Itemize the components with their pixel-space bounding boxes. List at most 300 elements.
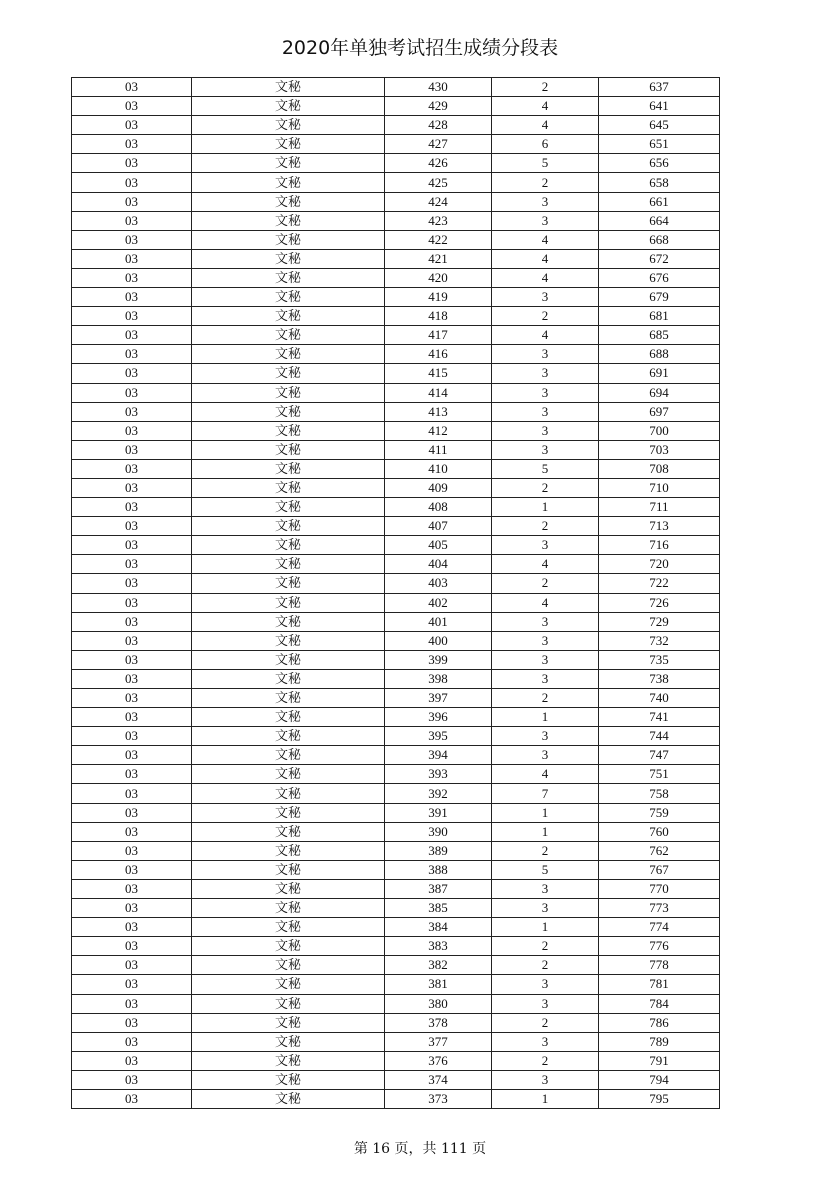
- count-cell: 2: [492, 78, 599, 97]
- cumulative-count-cell: 758: [599, 784, 720, 803]
- major-name-cell: 文秘: [192, 173, 385, 192]
- score-cell: 422: [385, 230, 492, 249]
- table-row: [72, 822, 720, 841]
- count-cell: 3: [492, 1032, 599, 1051]
- table-row: [72, 307, 720, 326]
- major-name-cell: 文秘: [192, 459, 385, 478]
- major-code-cell: 03: [72, 727, 192, 746]
- major-code-cell: 03: [72, 307, 192, 326]
- major-code-cell: 03: [72, 249, 192, 268]
- count-cell: 4: [492, 230, 599, 249]
- count-cell: 1: [492, 822, 599, 841]
- major-code-cell: 03: [72, 1070, 192, 1089]
- major-code-cell: 03: [72, 841, 192, 860]
- major-code-cell: 03: [72, 612, 192, 631]
- score-cell: 416: [385, 345, 492, 364]
- major-code-cell: 03: [72, 402, 192, 421]
- score-cell: 388: [385, 860, 492, 879]
- major-code-cell: 03: [72, 1032, 192, 1051]
- cumulative-count-cell: 713: [599, 517, 720, 536]
- table-row: [72, 860, 720, 879]
- count-cell: 2: [492, 307, 599, 326]
- page-title: 2020年单独考试招生成绩分段表: [281, 37, 559, 59]
- score-cell: 392: [385, 784, 492, 803]
- score-cell: 402: [385, 593, 492, 612]
- count-cell: 7: [492, 784, 599, 803]
- table-row: [72, 956, 720, 975]
- major-code-cell: 03: [72, 440, 192, 459]
- major-name-cell: 文秘: [192, 192, 385, 211]
- table-row: [72, 440, 720, 459]
- table-row: [72, 268, 720, 287]
- count-cell: 1: [492, 803, 599, 822]
- cumulative-count-cell: 791: [599, 1051, 720, 1070]
- table-row: [72, 459, 720, 478]
- table-row: [72, 918, 720, 937]
- major-code-cell: 03: [72, 78, 192, 97]
- major-name-cell: 文秘: [192, 288, 385, 307]
- table-row: [72, 478, 720, 497]
- table-body: [72, 78, 720, 1109]
- major-name-cell: 文秘: [192, 211, 385, 230]
- major-name-cell: 文秘: [192, 612, 385, 631]
- cumulative-count-cell: 658: [599, 173, 720, 192]
- score-cell: 403: [385, 574, 492, 593]
- score-cell: 430: [385, 78, 492, 97]
- table-row: [72, 536, 720, 555]
- major-name-cell: 文秘: [192, 1070, 385, 1089]
- major-code-cell: 03: [72, 994, 192, 1013]
- count-cell: 3: [492, 192, 599, 211]
- table-row: [72, 746, 720, 765]
- score-cell: 378: [385, 1013, 492, 1032]
- cumulative-count-cell: 716: [599, 536, 720, 555]
- major-code-cell: 03: [72, 555, 192, 574]
- score-cell: 374: [385, 1070, 492, 1089]
- major-code-cell: 03: [72, 135, 192, 154]
- major-code-cell: 03: [72, 383, 192, 402]
- table-row: [72, 1051, 720, 1070]
- cumulative-count-cell: 744: [599, 727, 720, 746]
- major-code-cell: 03: [72, 879, 192, 898]
- count-cell: 3: [492, 364, 599, 383]
- major-name-cell: 文秘: [192, 440, 385, 459]
- cumulative-count-cell: 711: [599, 498, 720, 517]
- major-code-cell: 03: [72, 192, 192, 211]
- count-cell: 3: [492, 650, 599, 669]
- cumulative-count-cell: 720: [599, 555, 720, 574]
- page-footer: 第 16 页，共 111 页: [353, 1141, 487, 1157]
- major-name-cell: 文秘: [192, 918, 385, 937]
- score-cell: 405: [385, 536, 492, 555]
- count-cell: 5: [492, 154, 599, 173]
- major-name-cell: 文秘: [192, 421, 385, 440]
- cumulative-count-cell: 786: [599, 1013, 720, 1032]
- cumulative-count-cell: 762: [599, 841, 720, 860]
- major-name-cell: 文秘: [192, 116, 385, 135]
- count-cell: 2: [492, 173, 599, 192]
- major-code-cell: 03: [72, 899, 192, 918]
- major-name-cell: 文秘: [192, 841, 385, 860]
- count-cell: 4: [492, 555, 599, 574]
- major-name-cell: 文秘: [192, 822, 385, 841]
- table-row: [72, 1070, 720, 1089]
- major-name-cell: 文秘: [192, 899, 385, 918]
- table-row: [72, 249, 720, 268]
- major-name-cell: 文秘: [192, 135, 385, 154]
- major-name-cell: 文秘: [192, 860, 385, 879]
- count-cell: 3: [492, 1070, 599, 1089]
- count-cell: 3: [492, 421, 599, 440]
- cumulative-count-cell: 751: [599, 765, 720, 784]
- table-row: [72, 116, 720, 135]
- score-cell: 418: [385, 307, 492, 326]
- count-cell: 1: [492, 1089, 599, 1108]
- cumulative-count-cell: 776: [599, 937, 720, 956]
- score-cell: 397: [385, 689, 492, 708]
- major-code-cell: 03: [72, 975, 192, 994]
- cumulative-count-cell: 668: [599, 230, 720, 249]
- major-code-cell: 03: [72, 784, 192, 803]
- table-row: [72, 383, 720, 402]
- count-cell: 4: [492, 249, 599, 268]
- major-code-cell: 03: [72, 918, 192, 937]
- major-code-cell: 03: [72, 631, 192, 650]
- major-code-cell: 03: [72, 746, 192, 765]
- major-name-cell: 文秘: [192, 1051, 385, 1070]
- score-cell: 395: [385, 727, 492, 746]
- score-cell: 408: [385, 498, 492, 517]
- score-cell: 376: [385, 1051, 492, 1070]
- major-code-cell: 03: [72, 211, 192, 230]
- count-cell: 2: [492, 478, 599, 497]
- score-cell: 399: [385, 650, 492, 669]
- score-cell: 396: [385, 708, 492, 727]
- table-row: [72, 631, 720, 650]
- major-code-cell: 03: [72, 822, 192, 841]
- count-cell: 3: [492, 440, 599, 459]
- score-cell: 373: [385, 1089, 492, 1108]
- major-code-cell: 03: [72, 803, 192, 822]
- cumulative-count-cell: 645: [599, 116, 720, 135]
- score-cell: 390: [385, 822, 492, 841]
- table-row: [72, 345, 720, 364]
- count-cell: 6: [492, 135, 599, 154]
- cumulative-count-cell: 703: [599, 440, 720, 459]
- cumulative-count-cell: 722: [599, 574, 720, 593]
- major-code-cell: 03: [72, 459, 192, 478]
- score-cell: 419: [385, 288, 492, 307]
- cumulative-count-cell: 770: [599, 879, 720, 898]
- score-cell: 382: [385, 956, 492, 975]
- cumulative-count-cell: 773: [599, 899, 720, 918]
- count-cell: 3: [492, 631, 599, 650]
- count-cell: 4: [492, 268, 599, 287]
- table-row: [72, 517, 720, 536]
- major-name-cell: 文秘: [192, 689, 385, 708]
- table-row: [72, 593, 720, 612]
- major-name-cell: 文秘: [192, 383, 385, 402]
- major-code-cell: 03: [72, 154, 192, 173]
- cumulative-count-cell: 781: [599, 975, 720, 994]
- major-name-cell: 文秘: [192, 746, 385, 765]
- major-name-cell: 文秘: [192, 937, 385, 956]
- table-row: [72, 708, 720, 727]
- table-row: [72, 803, 720, 822]
- table-row: [72, 574, 720, 593]
- score-cell: 413: [385, 402, 492, 421]
- major-name-cell: 文秘: [192, 727, 385, 746]
- major-name-cell: 文秘: [192, 803, 385, 822]
- table-row: [72, 669, 720, 688]
- cumulative-count-cell: 672: [599, 249, 720, 268]
- cumulative-count-cell: 760: [599, 822, 720, 841]
- cumulative-count-cell: 747: [599, 746, 720, 765]
- major-name-cell: 文秘: [192, 249, 385, 268]
- major-name-cell: 文秘: [192, 364, 385, 383]
- cumulative-count-cell: 759: [599, 803, 720, 822]
- major-name-cell: 文秘: [192, 97, 385, 116]
- major-code-cell: 03: [72, 517, 192, 536]
- cumulative-count-cell: 661: [599, 192, 720, 211]
- score-cell: 381: [385, 975, 492, 994]
- table-row: [72, 937, 720, 956]
- major-name-cell: 文秘: [192, 574, 385, 593]
- score-cell: 427: [385, 135, 492, 154]
- cumulative-count-cell: 740: [599, 689, 720, 708]
- table-row: [72, 555, 720, 574]
- count-cell: 1: [492, 498, 599, 517]
- major-code-cell: 03: [72, 956, 192, 975]
- cumulative-count-cell: 676: [599, 268, 720, 287]
- cumulative-count-cell: 789: [599, 1032, 720, 1051]
- cumulative-count-cell: 656: [599, 154, 720, 173]
- major-code-cell: 03: [72, 937, 192, 956]
- major-name-cell: 文秘: [192, 765, 385, 784]
- cumulative-count-cell: 685: [599, 326, 720, 345]
- table-row: [72, 192, 720, 211]
- major-code-cell: 03: [72, 345, 192, 364]
- major-name-cell: 文秘: [192, 975, 385, 994]
- major-code-cell: 03: [72, 498, 192, 517]
- count-cell: 3: [492, 994, 599, 1013]
- major-name-cell: 文秘: [192, 1013, 385, 1032]
- table-row: [72, 211, 720, 230]
- table-row: [72, 1032, 720, 1051]
- cumulative-count-cell: 778: [599, 956, 720, 975]
- table-row: [72, 97, 720, 116]
- major-name-cell: 文秘: [192, 650, 385, 669]
- count-cell: 4: [492, 765, 599, 784]
- major-name-cell: 文秘: [192, 593, 385, 612]
- score-cell: 423: [385, 211, 492, 230]
- score-cell: 424: [385, 192, 492, 211]
- count-cell: 2: [492, 841, 599, 860]
- major-code-cell: 03: [72, 1089, 192, 1108]
- cumulative-count-cell: 688: [599, 345, 720, 364]
- count-cell: 3: [492, 727, 599, 746]
- score-cell: 421: [385, 249, 492, 268]
- cumulative-count-cell: 729: [599, 612, 720, 631]
- table-row: [72, 841, 720, 860]
- count-cell: 2: [492, 956, 599, 975]
- major-code-cell: 03: [72, 288, 192, 307]
- cumulative-count-cell: 708: [599, 459, 720, 478]
- cumulative-count-cell: 681: [599, 307, 720, 326]
- score-cell: 414: [385, 383, 492, 402]
- score-cell: 401: [385, 612, 492, 631]
- major-name-cell: 文秘: [192, 669, 385, 688]
- count-cell: 2: [492, 937, 599, 956]
- major-name-cell: 文秘: [192, 631, 385, 650]
- cumulative-count-cell: 694: [599, 383, 720, 402]
- major-name-cell: 文秘: [192, 784, 385, 803]
- count-cell: 4: [492, 97, 599, 116]
- score-cell: 412: [385, 421, 492, 440]
- score-cell: 400: [385, 631, 492, 650]
- table-row: [72, 899, 720, 918]
- score-cell: 411: [385, 440, 492, 459]
- table-row: [72, 154, 720, 173]
- major-code-cell: 03: [72, 669, 192, 688]
- cumulative-count-cell: 741: [599, 708, 720, 727]
- cumulative-count-cell: 732: [599, 631, 720, 650]
- count-cell: 2: [492, 574, 599, 593]
- score-cell: 425: [385, 173, 492, 192]
- count-cell: 3: [492, 383, 599, 402]
- count-cell: 3: [492, 669, 599, 688]
- count-cell: 3: [492, 345, 599, 364]
- score-cell: 393: [385, 765, 492, 784]
- major-name-cell: 文秘: [192, 154, 385, 173]
- major-code-cell: 03: [72, 173, 192, 192]
- cumulative-count-cell: 691: [599, 364, 720, 383]
- table-row: [72, 326, 720, 345]
- major-name-cell: 文秘: [192, 536, 385, 555]
- score-cell: 428: [385, 116, 492, 135]
- major-name-cell: 文秘: [192, 498, 385, 517]
- count-cell: 3: [492, 288, 599, 307]
- table-row: [72, 364, 720, 383]
- count-cell: 1: [492, 708, 599, 727]
- score-cell: 384: [385, 918, 492, 937]
- table-row: [72, 421, 720, 440]
- major-code-cell: 03: [72, 421, 192, 440]
- major-name-cell: 文秘: [192, 478, 385, 497]
- major-code-cell: 03: [72, 650, 192, 669]
- major-code-cell: 03: [72, 593, 192, 612]
- score-cell: 409: [385, 478, 492, 497]
- cumulative-count-cell: 710: [599, 478, 720, 497]
- count-cell: 3: [492, 975, 599, 994]
- cumulative-count-cell: 637: [599, 78, 720, 97]
- count-cell: 3: [492, 879, 599, 898]
- table-row: [72, 135, 720, 154]
- table-row: [72, 288, 720, 307]
- major-name-cell: 文秘: [192, 345, 385, 364]
- table-row: [72, 689, 720, 708]
- count-cell: 4: [492, 326, 599, 345]
- cumulative-count-cell: 735: [599, 650, 720, 669]
- table-row: [72, 78, 720, 97]
- major-code-cell: 03: [72, 1013, 192, 1032]
- major-code-cell: 03: [72, 97, 192, 116]
- score-cell: 389: [385, 841, 492, 860]
- cumulative-count-cell: 738: [599, 669, 720, 688]
- score-cell: 426: [385, 154, 492, 173]
- table-row: [72, 765, 720, 784]
- major-name-cell: 文秘: [192, 268, 385, 287]
- major-name-cell: 文秘: [192, 307, 385, 326]
- count-cell: 2: [492, 689, 599, 708]
- major-code-cell: 03: [72, 689, 192, 708]
- table-row: [72, 498, 720, 517]
- major-code-cell: 03: [72, 364, 192, 383]
- count-cell: 3: [492, 746, 599, 765]
- count-cell: 4: [492, 116, 599, 135]
- major-code-cell: 03: [72, 574, 192, 593]
- cumulative-count-cell: 664: [599, 211, 720, 230]
- major-code-cell: 03: [72, 230, 192, 249]
- score-cell: 394: [385, 746, 492, 765]
- cumulative-count-cell: 641: [599, 97, 720, 116]
- major-name-cell: 文秘: [192, 994, 385, 1013]
- major-name-cell: 文秘: [192, 1089, 385, 1108]
- table-row: [72, 1089, 720, 1108]
- count-cell: 5: [492, 860, 599, 879]
- cumulative-count-cell: 795: [599, 1089, 720, 1108]
- major-code-cell: 03: [72, 326, 192, 345]
- cumulative-count-cell: 726: [599, 593, 720, 612]
- score-cell: 391: [385, 803, 492, 822]
- count-cell: 2: [492, 1013, 599, 1032]
- score-cell: 417: [385, 326, 492, 345]
- major-name-cell: 文秘: [192, 517, 385, 536]
- major-code-cell: 03: [72, 765, 192, 784]
- table-row: [72, 173, 720, 192]
- cumulative-count-cell: 784: [599, 994, 720, 1013]
- score-distribution-table: [71, 77, 720, 1109]
- score-cell: 407: [385, 517, 492, 536]
- major-name-cell: 文秘: [192, 1032, 385, 1051]
- table-row: [72, 975, 720, 994]
- major-name-cell: 文秘: [192, 555, 385, 574]
- table-row: [72, 402, 720, 421]
- score-cell: 377: [385, 1032, 492, 1051]
- major-name-cell: 文秘: [192, 230, 385, 249]
- major-name-cell: 文秘: [192, 402, 385, 421]
- score-cell: 398: [385, 669, 492, 688]
- score-cell: 420: [385, 268, 492, 287]
- score-cell: 380: [385, 994, 492, 1013]
- major-name-cell: 文秘: [192, 879, 385, 898]
- count-cell: 5: [492, 459, 599, 478]
- score-cell: 387: [385, 879, 492, 898]
- count-cell: 3: [492, 536, 599, 555]
- cumulative-count-cell: 697: [599, 402, 720, 421]
- table-row: [72, 994, 720, 1013]
- count-cell: 3: [492, 211, 599, 230]
- major-code-cell: 03: [72, 478, 192, 497]
- count-cell: 3: [492, 612, 599, 631]
- count-cell: 2: [492, 1051, 599, 1070]
- score-cell: 383: [385, 937, 492, 956]
- count-cell: 3: [492, 402, 599, 421]
- major-code-cell: 03: [72, 860, 192, 879]
- major-name-cell: 文秘: [192, 326, 385, 345]
- cumulative-count-cell: 774: [599, 918, 720, 937]
- score-cell: 415: [385, 364, 492, 383]
